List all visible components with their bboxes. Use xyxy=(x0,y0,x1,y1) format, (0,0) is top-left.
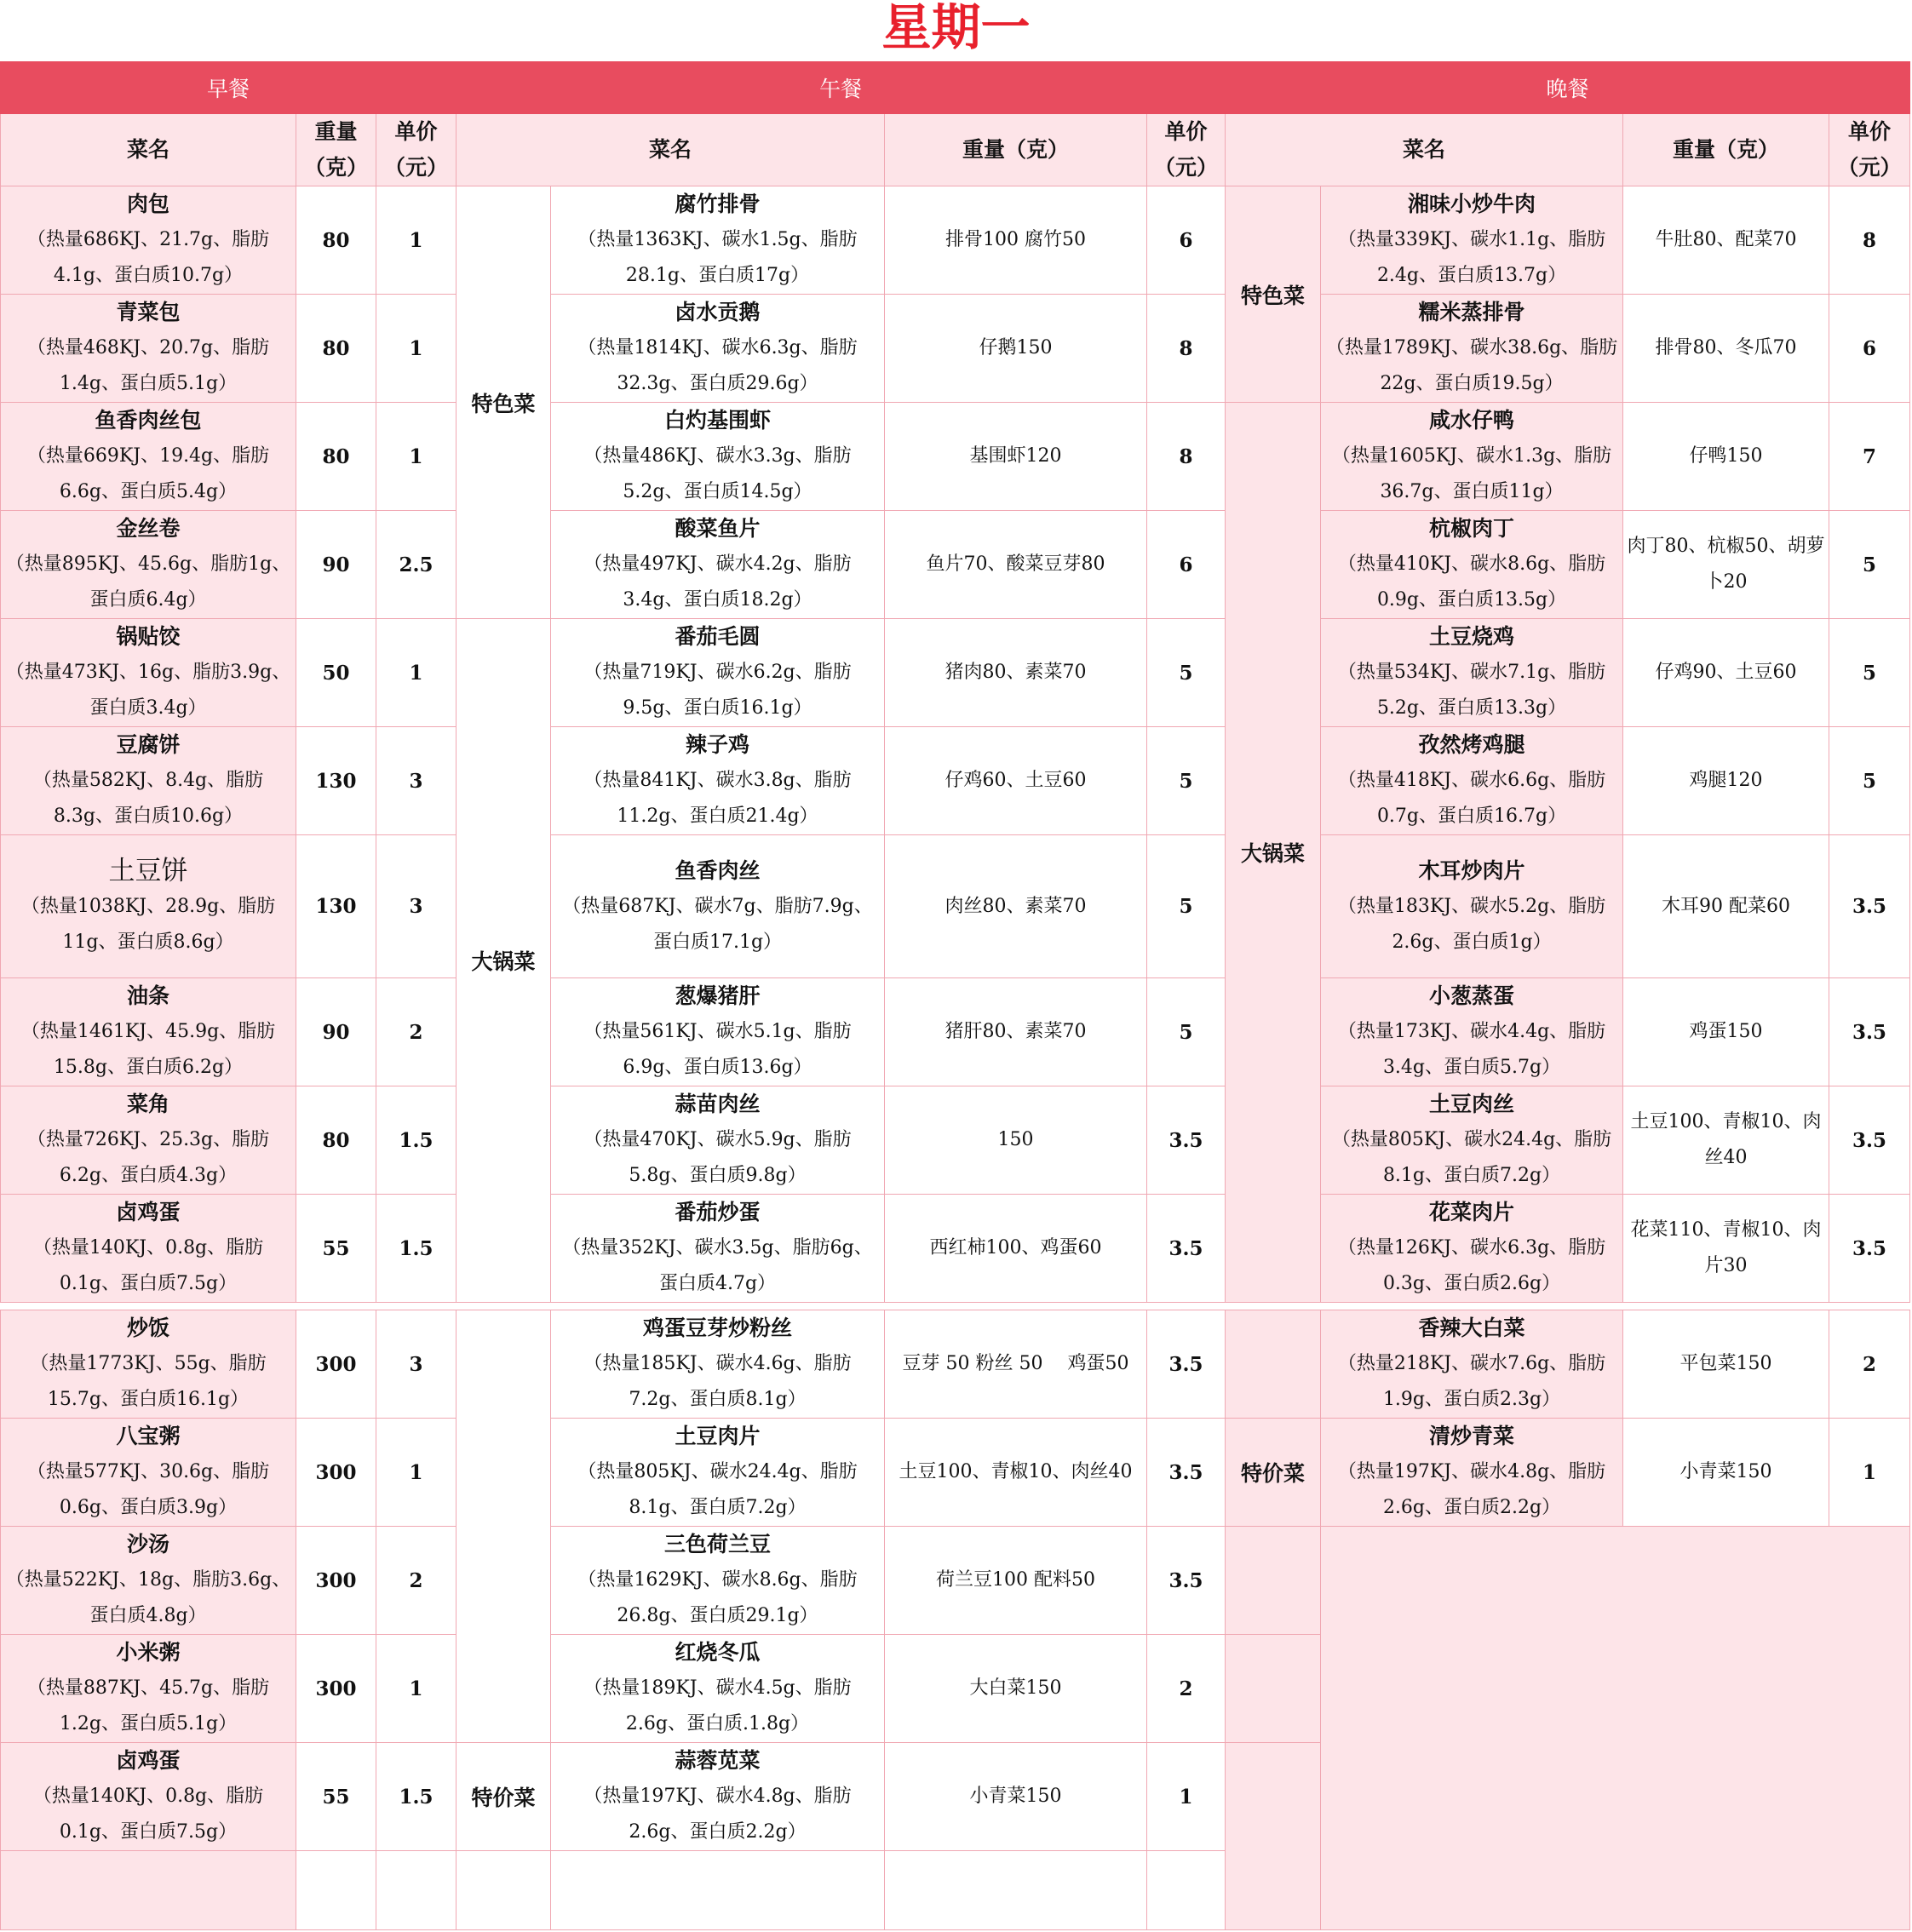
empty-cell xyxy=(456,1851,551,1930)
lunch-price-cell: 3.5 xyxy=(1147,1195,1226,1303)
dish-nutrition: （热量719KJ、碳水6.2g、脂肪9.5g、蛋白质16.1g） xyxy=(583,662,852,719)
lunch-header: 午餐 xyxy=(456,62,1226,114)
dish-name: 湘味小炒牛肉 xyxy=(1408,192,1536,216)
dish-nutrition: （热量197KJ、碳水4.8g、脂肪2.6g、蛋白质2.2g） xyxy=(1337,1461,1606,1518)
lunch-col-name: 菜名 xyxy=(456,114,885,186)
dinner-weight-cell: 平包菜150 xyxy=(1623,1310,1829,1419)
dish-nutrition: （热量726KJ、25.3g、脂肪6.2g、蛋白质4.3g） xyxy=(26,1129,270,1186)
table-row xyxy=(1,403,1910,511)
breakfast-weight-cell: 300 xyxy=(296,1419,376,1527)
dinner-weight-cell: 肉丁80、杭椒50、胡萝卜20 xyxy=(1623,511,1829,619)
dish-nutrition: （热量522KJ、18g、脂肪3.6g、蛋白质4.8g） xyxy=(5,1569,291,1626)
dish-nutrition: （热量189KJ、碳水4.5g、脂肪2.6g、蛋白质.1.8g） xyxy=(583,1677,852,1734)
lunch-price-cell: 8 xyxy=(1147,403,1226,511)
dinner-weight-cell: 鸡蛋150 xyxy=(1623,978,1829,1086)
dinner-dish-cell xyxy=(1321,1195,1623,1303)
meal-header-row xyxy=(1,62,1910,114)
dish-nutrition: （热量486KJ、碳水3.3g、脂肪5.2g、蛋白质14.5g） xyxy=(583,445,852,502)
section-gap xyxy=(1,1303,1910,1310)
dish-name: 土豆烧鸡 xyxy=(1429,624,1515,649)
breakfast-weight-cell: 80 xyxy=(296,1086,376,1195)
breakfast-price-cell: 1.5 xyxy=(376,1195,456,1303)
dish-name: 土豆肉片 xyxy=(675,1424,761,1448)
lunch-price-cell: 1 xyxy=(1147,1743,1226,1851)
lunch-weight-cell: 肉丝80、素菜70 xyxy=(885,835,1147,978)
breakfast-price-cell: 1 xyxy=(376,295,456,403)
dinner-price-cell: 3.5 xyxy=(1829,1195,1910,1303)
dish-name: 鱼香肉丝包 xyxy=(95,408,202,433)
lunch-price-cell: 6 xyxy=(1147,511,1226,619)
dish-nutrition: （热量185KJ、碳水4.6g、脂肪7.2g、蛋白质8.1g） xyxy=(583,1353,852,1410)
empty-cell xyxy=(885,1851,1147,1930)
dish-name: 金丝卷 xyxy=(116,516,181,541)
dinner-dish-cell xyxy=(1321,403,1623,511)
lunch-col-price: 单价（元） xyxy=(1147,114,1226,186)
lunch-weight-cell: 猪肝80、素菜70 xyxy=(885,978,1147,1086)
table-row xyxy=(1,835,1910,978)
breakfast-dish-cell xyxy=(1,727,296,835)
dish-name: 肉包 xyxy=(126,192,169,216)
dish-nutrition: （热量895KJ、45.6g、脂肪1g、蛋白质6.4g） xyxy=(5,553,291,611)
lunch-price-cell: 5 xyxy=(1147,619,1226,727)
dish-nutrition: （热量473KJ、16g、脂肪3.9g、蛋白质3.4g） xyxy=(5,662,291,719)
lunch-dish-cell xyxy=(551,1086,885,1195)
breakfast-dish-cell xyxy=(1,186,296,295)
dinner-weight-cell: 花菜110、青椒10、肉片30 xyxy=(1623,1195,1829,1303)
dinner-dish-cell xyxy=(1321,1086,1623,1195)
lunch-dish-cell xyxy=(551,511,885,619)
dish-name: 辣子鸡 xyxy=(685,732,749,757)
dish-nutrition: （热量805KJ、碳水24.4g、脂肪8.1g、蛋白质7.2g） xyxy=(577,1461,858,1518)
empty-cell xyxy=(376,1851,456,1930)
dish-nutrition: （热量418KJ、碳水6.6g、脂肪0.7g、蛋白质16.7g） xyxy=(1337,770,1606,827)
dish-nutrition: （热量561KJ、碳水5.1g、脂肪6.9g、蛋白质13.6g） xyxy=(583,1021,852,1078)
empty-cell xyxy=(456,1310,551,1743)
dish-name: 菜角 xyxy=(126,1092,169,1116)
dinner-dish-cell xyxy=(1321,978,1623,1086)
dish-nutrition: （热量669KJ、19.4g、脂肪6.6g、蛋白质5.4g） xyxy=(26,445,270,502)
dinner-header: 晚餐 xyxy=(1226,62,1910,114)
dish-name: 香辣大白菜 xyxy=(1418,1316,1525,1340)
table-row xyxy=(1,1310,1910,1419)
dinner-price-cell: 5 xyxy=(1829,619,1910,727)
lunch-price-cell: 3.5 xyxy=(1147,1419,1226,1527)
breakfast-price-cell: 1 xyxy=(376,186,456,295)
dish-name: 红烧冬瓜 xyxy=(675,1640,761,1665)
lunch-weight-cell: 150 xyxy=(885,1086,1147,1195)
breakfast-dish-cell xyxy=(1,511,296,619)
empty-cell xyxy=(1,1851,296,1930)
lunch-dish-cell xyxy=(551,1635,885,1743)
breakfast-weight-cell: 80 xyxy=(296,186,376,295)
breakfast-dish-cell xyxy=(1,295,296,403)
lunch-price-cell: 5 xyxy=(1147,835,1226,978)
breakfast-price-cell: 2.5 xyxy=(376,511,456,619)
dinner-dish-cell xyxy=(1321,295,1623,403)
table-row xyxy=(1,186,1910,295)
breakfast-dish-cell xyxy=(1,978,296,1086)
dish-name: 沙汤 xyxy=(126,1532,169,1556)
lunch-dish-cell xyxy=(551,403,885,511)
breakfast-weight-cell: 50 xyxy=(296,619,376,727)
lunch-price-cell: 8 xyxy=(1147,295,1226,403)
dinner-col-name: 菜名 xyxy=(1226,114,1623,186)
category-discount: 特价菜 xyxy=(456,1743,551,1851)
breakfast-price-cell: 1.5 xyxy=(376,1743,456,1851)
lunch-price-cell: 5 xyxy=(1147,727,1226,835)
lunch-dish-cell xyxy=(551,1419,885,1527)
category-bigpot: 大锅菜 xyxy=(456,619,551,1303)
dinner-col-price: 单价（元） xyxy=(1829,114,1910,186)
dish-nutrition: （热量1363KJ、碳水1.5g、脂肪28.1g、蛋白质17g） xyxy=(577,229,858,286)
breakfast-weight-cell: 80 xyxy=(296,403,376,511)
breakfast-price-cell: 2 xyxy=(376,1527,456,1635)
breakfast-weight-cell: 130 xyxy=(296,835,376,978)
dish-nutrition: （热量140KJ、0.8g、脂肪0.1g、蛋白质7.5g） xyxy=(32,1786,264,1843)
lunch-dish-cell xyxy=(551,1195,885,1303)
lunch-weight-cell: 土豆100、青椒10、肉丝40 xyxy=(885,1419,1147,1527)
dinner-price-cell: 3.5 xyxy=(1829,978,1910,1086)
dinner-weight-cell: 木耳90 配菜60 xyxy=(1623,835,1829,978)
dinner-weight-cell: 仔鸡90、土豆60 xyxy=(1623,619,1829,727)
breakfast-header: 早餐 xyxy=(1,62,456,114)
breakfast-dish-cell xyxy=(1,1086,296,1195)
dinner-dish-cell xyxy=(1321,727,1623,835)
dish-name: 杭椒肉丁 xyxy=(1429,516,1515,541)
dish-name: 小葱蒸蛋 xyxy=(1429,983,1515,1008)
empty-cell xyxy=(1226,1310,1321,1419)
dish-nutrition: （热量470KJ、碳水5.9g、脂肪5.8g、蛋白质9.8g） xyxy=(583,1129,852,1186)
lunch-price-cell: 5 xyxy=(1147,978,1226,1086)
breakfast-price-cell: 3 xyxy=(376,835,456,978)
breakfast-weight-cell: 300 xyxy=(296,1635,376,1743)
dish-name: 酸菜鱼片 xyxy=(675,516,761,541)
dinner-dish-cell xyxy=(1321,1310,1623,1419)
lunch-dish-cell xyxy=(551,619,885,727)
lunch-weight-cell: 鱼片70、酸菜豆芽80 xyxy=(885,511,1147,619)
dinner-price-cell: 3.5 xyxy=(1829,835,1910,978)
breakfast-weight-cell: 55 xyxy=(296,1743,376,1851)
table-row xyxy=(1,511,1910,619)
dish-name: 蒜苗肉丝 xyxy=(675,1092,761,1116)
table-row xyxy=(1,619,1910,727)
lunch-dish-cell xyxy=(551,1310,885,1419)
breakfast-dish-cell xyxy=(1,835,296,978)
dish-name: 白灼基围虾 xyxy=(663,408,771,433)
dish-name: 鱼香肉丝 xyxy=(675,857,761,883)
dish-name: 卤鸡蛋 xyxy=(116,1200,181,1224)
lunch-dish-cell xyxy=(551,295,885,403)
dish-name: 葱爆猪肝 xyxy=(675,983,761,1008)
dish-nutrition: （热量352KJ、碳水3.5g、脂肪6g、蛋白质4.7g） xyxy=(562,1237,873,1294)
breakfast-price-cell: 3 xyxy=(376,727,456,835)
menu-table xyxy=(0,61,1910,1930)
lunch-weight-cell: 猪肉80、素菜70 xyxy=(885,619,1147,727)
dish-name: 豆腐饼 xyxy=(116,732,181,757)
dinner-price-cell: 7 xyxy=(1829,403,1910,511)
dish-name: 锅贴饺 xyxy=(116,624,181,649)
dinner-dish-cell xyxy=(1321,1419,1623,1527)
dinner-dish-cell xyxy=(1321,186,1623,295)
dish-name: 孜然烤鸡腿 xyxy=(1418,732,1525,757)
empty-cell xyxy=(1,1303,1910,1310)
page-title: 星期一 xyxy=(881,0,1031,56)
table-row xyxy=(1,727,1910,835)
dish-nutrition: （热量197KJ、碳水4.8g、脂肪2.6g、蛋白质2.2g） xyxy=(583,1786,852,1843)
dish-name: 炒饭 xyxy=(126,1316,169,1340)
dish-nutrition: （热量687KJ、碳水7g、脂肪7.9g、蛋白质17.1g） xyxy=(562,895,873,953)
dish-name: 木耳炒肉片 xyxy=(1418,857,1525,883)
empty-cell xyxy=(551,1851,885,1930)
dinner-dish-cell xyxy=(1321,511,1623,619)
dish-nutrition: （热量339KJ、碳水1.1g、脂肪2.4g、蛋白质13.7g） xyxy=(1337,229,1606,286)
breakfast-price-cell: 1 xyxy=(376,1419,456,1527)
dinner-col-weight: 重量（克） xyxy=(1623,114,1829,186)
dish-nutrition: （热量468KJ、20.7g、脂肪1.4g、蛋白质5.1g） xyxy=(26,337,270,394)
breakfast-dish-cell xyxy=(1,403,296,511)
dinner-weight-cell: 土豆100、青椒10、肉丝40 xyxy=(1623,1086,1829,1195)
dish-nutrition: （热量1629KJ、碳水8.6g、脂肪26.8g、蛋白质29.1g） xyxy=(577,1569,858,1626)
dish-name: 鸡蛋豆芽炒粉丝 xyxy=(642,1316,792,1340)
empty-cell xyxy=(1321,1527,1910,1930)
breakfast-dish-cell xyxy=(1,1419,296,1527)
table-row xyxy=(1,978,1910,1086)
breakfast-price-cell: 1.5 xyxy=(376,1086,456,1195)
dish-nutrition: （热量140KJ、0.8g、脂肪0.1g、蛋白质7.5g） xyxy=(32,1237,264,1294)
dish-name: 卤水贡鹅 xyxy=(675,300,761,324)
breakfast-dish-cell xyxy=(1,1195,296,1303)
breakfast-price-cell: 3 xyxy=(376,1310,456,1419)
breakfast-weight-cell: 300 xyxy=(296,1527,376,1635)
dish-name: 清炒青菜 xyxy=(1429,1424,1515,1448)
dish-name: 小米粥 xyxy=(116,1640,181,1665)
dinner-weight-cell: 排骨80、冬瓜70 xyxy=(1623,295,1829,403)
lunch-price-cell: 3.5 xyxy=(1147,1527,1226,1635)
dish-nutrition: （热量497KJ、碳水4.2g、脂肪3.4g、蛋白质18.2g） xyxy=(583,553,852,611)
lunch-dish-cell xyxy=(551,835,885,978)
lunch-weight-cell: 小青菜150 xyxy=(885,1743,1147,1851)
lunch-dish-cell xyxy=(551,1743,885,1851)
dish-name: 油条 xyxy=(126,983,169,1008)
lunch-weight-cell: 仔鸡60、土豆60 xyxy=(885,727,1147,835)
dinner-price-cell: 8 xyxy=(1829,186,1910,295)
dinner-weight-cell: 鸡腿120 xyxy=(1623,727,1829,835)
dinner-price-cell: 6 xyxy=(1829,295,1910,403)
lunch-weight-cell: 西红柿100、鸡蛋60 xyxy=(885,1195,1147,1303)
lunch-price-cell: 6 xyxy=(1147,186,1226,295)
dish-name: 番茄炒蛋 xyxy=(675,1200,761,1224)
dish-nutrition: （热量582KJ、8.4g、脂肪8.3g、蛋白质10.6g） xyxy=(32,770,264,827)
table-row xyxy=(1,295,1910,403)
lunch-weight-cell: 仔鹅150 xyxy=(885,295,1147,403)
dinner-price-cell: 5 xyxy=(1829,511,1910,619)
breakfast-weight-cell: 55 xyxy=(296,1195,376,1303)
breakfast-dish-cell xyxy=(1,1635,296,1743)
dish-name: 番茄毛圆 xyxy=(675,624,761,649)
dish-name: 腐竹排骨 xyxy=(675,192,761,216)
table-row xyxy=(1,1419,1910,1527)
breakfast-weight-cell: 80 xyxy=(296,295,376,403)
dish-nutrition: （热量183KJ、碳水5.2g、脂肪2.6g、蛋白质1g） xyxy=(1337,895,1606,953)
dinner-weight-cell: 仔鸭150 xyxy=(1623,403,1829,511)
lunch-price-cell: 2 xyxy=(1147,1635,1226,1743)
category-discount: 特价菜 xyxy=(1226,1419,1321,1527)
dinner-price-cell: 5 xyxy=(1829,727,1910,835)
dish-name: 咸水仔鸭 xyxy=(1429,408,1515,433)
empty-cell xyxy=(1226,1743,1321,1930)
lunch-col-weight: 重量（克） xyxy=(885,114,1147,186)
breakfast-dish-cell xyxy=(1,1743,296,1851)
dinner-dish-cell xyxy=(1321,619,1623,727)
dish-name: 糯米蒸排骨 xyxy=(1418,300,1525,324)
breakfast-col-name: 菜名 xyxy=(1,114,296,186)
dish-nutrition: （热量1773KJ、55g、脂肪15.7g、蛋白质16.1g） xyxy=(30,1353,267,1410)
dish-nutrition: （热量410KJ、碳水8.6g、脂肪0.9g、蛋白质13.5g） xyxy=(1337,553,1606,611)
dish-name: 花菜肉片 xyxy=(1429,1200,1515,1224)
dish-nutrition: （热量805KJ、碳水24.4g、脂肪8.1g、蛋白质7.2g） xyxy=(1331,1129,1612,1186)
category-special: 特色菜 xyxy=(1226,186,1321,403)
breakfast-weight-cell: 130 xyxy=(296,727,376,835)
dish-nutrition: （热量1789KJ、碳水38.6g、脂肪22g、蛋白质19.5g） xyxy=(1325,337,1618,394)
dish-nutrition: （热量841KJ、碳水3.8g、脂肪11.2g、蛋白质21.4g） xyxy=(583,770,852,827)
dinner-price-cell: 1 xyxy=(1829,1419,1910,1527)
empty-cell xyxy=(1147,1851,1226,1930)
dish-nutrition: （热量887KJ、45.7g、脂肪1.2g、蛋白质5.1g） xyxy=(26,1677,270,1734)
table-row xyxy=(1,1527,1910,1635)
breakfast-weight-cell: 300 xyxy=(296,1310,376,1419)
category-special: 特色菜 xyxy=(456,186,551,619)
dinner-price-cell: 2 xyxy=(1829,1310,1910,1419)
lunch-price-cell: 3.5 xyxy=(1147,1086,1226,1195)
dish-nutrition: （热量126KJ、碳水6.3g、脂肪0.3g、蛋白质2.6g） xyxy=(1337,1237,1606,1294)
lunch-dish-cell xyxy=(551,1527,885,1635)
lunch-dish-cell xyxy=(551,186,885,295)
lunch-weight-cell: 基围虾120 xyxy=(885,403,1147,511)
lunch-weight-cell: 大白菜150 xyxy=(885,1635,1147,1743)
lunch-dish-cell xyxy=(551,978,885,1086)
breakfast-weight-cell: 90 xyxy=(296,978,376,1086)
category-bigpot: 大锅菜 xyxy=(1226,403,1321,1303)
lunch-price-cell: 3.5 xyxy=(1147,1310,1226,1419)
dish-nutrition: （热量686KJ、21.7g、脂肪4.1g、蛋白质10.7g） xyxy=(26,229,270,286)
breakfast-col-weight: 重量（克） xyxy=(296,114,376,186)
dish-name: 八宝粥 xyxy=(116,1424,181,1448)
dish-name: 三色荷兰豆 xyxy=(663,1532,771,1556)
breakfast-dish-cell xyxy=(1,1527,296,1635)
breakfast-price-cell: 1 xyxy=(376,403,456,511)
dish-nutrition: （热量1038KJ、28.9g、脂肪11g、蛋白质8.6g） xyxy=(20,895,276,953)
table-row xyxy=(1,1195,1910,1303)
breakfast-price-cell: 2 xyxy=(376,978,456,1086)
breakfast-col-price: 单价（元） xyxy=(376,114,456,186)
empty-cell xyxy=(296,1851,376,1930)
dish-name: 土豆饼 xyxy=(108,855,188,886)
dish-nutrition: （热量218KJ、碳水7.6g、脂肪1.9g、蛋白质2.3g） xyxy=(1337,1353,1606,1410)
dish-name: 青菜包 xyxy=(116,300,181,324)
dish-nutrition: （热量534KJ、碳水7.1g、脂肪5.2g、蛋白质13.3g） xyxy=(1337,662,1606,719)
breakfast-weight-cell: 90 xyxy=(296,511,376,619)
dish-nutrition: （热量1461KJ、45.9g、脂肪15.8g、蛋白质6.2g） xyxy=(20,1021,276,1078)
dish-nutrition: （热量173KJ、碳水4.4g、脂肪3.4g、蛋白质5.7g） xyxy=(1337,1021,1606,1078)
dish-name: 卤鸡蛋 xyxy=(116,1748,181,1773)
dish-nutrition: （热量1814KJ、碳水6.3g、脂肪32.3g、蛋白质29.6g） xyxy=(577,337,858,394)
empty-cell xyxy=(1226,1527,1321,1635)
dish-name: 土豆肉丝 xyxy=(1429,1092,1515,1116)
dish-nutrition: （热量1605KJ、碳水1.3g、脂肪36.7g、蛋白质11g） xyxy=(1331,445,1612,502)
lunch-weight-cell: 排骨100 腐竹50 xyxy=(885,186,1147,295)
dinner-weight-cell: 牛肚80、配菜70 xyxy=(1623,186,1829,295)
dish-name: 蒜蓉苋菜 xyxy=(675,1748,761,1773)
breakfast-price-cell: 1 xyxy=(376,1635,456,1743)
dish-nutrition: （热量577KJ、30.6g、脂肪0.6g、蛋白质3.9g） xyxy=(26,1461,270,1518)
breakfast-dish-cell xyxy=(1,619,296,727)
dinner-dish-cell xyxy=(1321,835,1623,978)
lunch-dish-cell xyxy=(551,727,885,835)
table-row xyxy=(1,1086,1910,1195)
breakfast-dish-cell xyxy=(1,1310,296,1419)
empty-cell xyxy=(1226,1635,1321,1743)
column-header-row xyxy=(1,114,1910,186)
breakfast-price-cell: 1 xyxy=(376,619,456,727)
dinner-weight-cell: 小青菜150 xyxy=(1623,1419,1829,1527)
lunch-weight-cell: 豆芽 50 粉丝 50 鸡蛋50 xyxy=(885,1310,1147,1419)
dinner-price-cell: 3.5 xyxy=(1829,1086,1910,1195)
lunch-weight-cell: 荷兰豆100 配料50 xyxy=(885,1527,1147,1635)
